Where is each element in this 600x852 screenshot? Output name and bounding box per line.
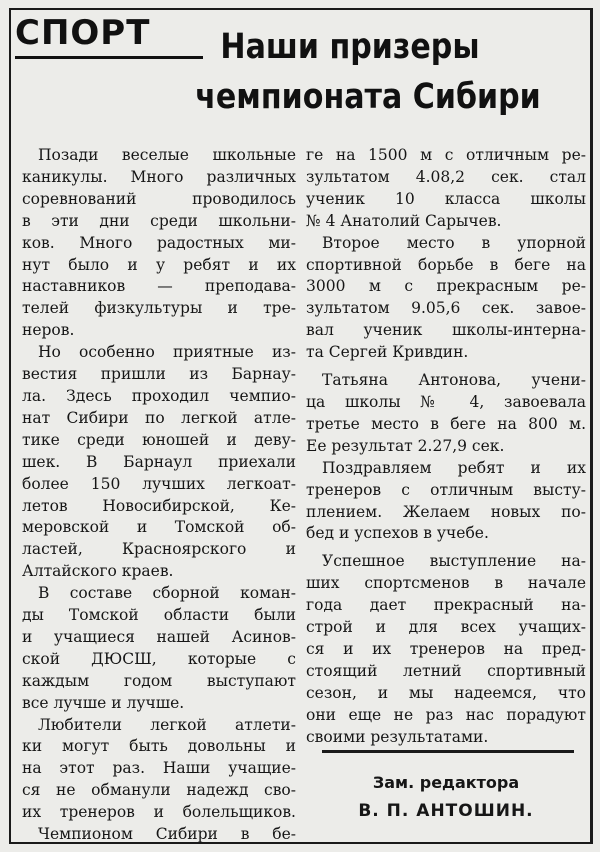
- signature-role: Зам. редактора: [372, 773, 520, 792]
- text-line: № 4 Анатолий Сарычев.: [306, 211, 502, 230]
- headline-line-2: чемпионата Сибири: [195, 77, 541, 117]
- text-line: каждым годом выступают: [22, 671, 296, 690]
- text-line: они еще не раз нас порадуют: [306, 705, 586, 724]
- text-line: ла. Здесь проходил чемпио-: [22, 386, 296, 405]
- text-line: шек. В Барнаул приехали: [22, 452, 296, 471]
- text-line: Второе место в упорной: [322, 233, 586, 252]
- text-line: нат Сибири по легкой атле-: [22, 408, 296, 427]
- text-line: строй и для всех учащих-: [306, 618, 586, 637]
- text-line: зультатом 4.08,2 сек. стал: [306, 167, 586, 186]
- text-line: в эти дни среди школьни-: [22, 211, 296, 230]
- text-line: Татьяна Антонова, учени-: [322, 371, 586, 390]
- rubric-underline: [15, 56, 203, 59]
- text-line: соревнований проводилось: [22, 189, 296, 208]
- text-line: наставников — преподава-: [22, 277, 296, 296]
- text-line: тренеров с отличным высту-: [306, 480, 586, 499]
- text-line: Чемпионом Сибири в бе-: [38, 825, 296, 844]
- text-line: летов Новосибирской, Ке-: [22, 496, 296, 515]
- article-column-left: [22, 145, 296, 846]
- text-line: ших спортсменов в начале: [306, 574, 586, 593]
- text-line: ца школы № 4, завоевала: [306, 392, 586, 411]
- text-line: ды Томской области были: [22, 606, 296, 625]
- text-line: тике среди юношей и деву-: [22, 430, 296, 449]
- text-line: своими результатами.: [306, 727, 489, 746]
- text-line: Но особенно приятные из-: [38, 343, 296, 362]
- text-line: ской ДЮСШ, которые с: [22, 649, 296, 668]
- text-line: неров.: [22, 321, 75, 340]
- text-line: стоящий летний спортивный: [306, 661, 586, 680]
- text-line: 3000 м с прекрасным ре-: [306, 277, 586, 296]
- text-line: та Сергей Кривдин.: [306, 343, 469, 362]
- text-line: Любители легкой атлети-: [38, 715, 296, 734]
- text-line: ков. Много радостных ми-: [22, 233, 296, 252]
- text-line: Алтайского краев.: [22, 562, 174, 581]
- text-line: ки могут быть довольны и: [22, 737, 296, 756]
- section-rubric: СПОРТ: [15, 13, 151, 53]
- signature-divider: [322, 750, 574, 753]
- text-line: нут было и у ребят и их: [22, 255, 296, 274]
- signature-name: В. П. АНТОШИН.: [358, 801, 534, 821]
- article-headline: [195, 22, 541, 122]
- text-line: Позади веселые школьные: [38, 146, 296, 164]
- text-line: ластей, Красноярского и: [22, 540, 296, 559]
- text-line: Поздравляем ребят и их: [322, 458, 586, 477]
- article-column-right: [306, 145, 586, 748]
- text-line: каникулы. Много различных: [22, 167, 296, 186]
- text-line: более 150 лучших легкоат-: [22, 474, 296, 493]
- text-line: третье место в беге на 800 м.: [306, 414, 586, 433]
- text-line: зультатом 9.05,6 сек. завое-: [306, 299, 586, 318]
- text-line: вал ученик школы-интерна-: [306, 321, 586, 340]
- text-line: ся и их тренеров на пред-: [306, 639, 586, 658]
- text-line: вестия пришли из Барнау-: [22, 365, 296, 384]
- text-line: года дает прекрасный на-: [306, 596, 586, 615]
- signature-block: [306, 770, 586, 826]
- text-line: их тренеров и болельщиков.: [22, 803, 296, 822]
- text-line: и учащиеся нашей Асинов-: [22, 627, 296, 646]
- text-line: ге на 1500 м с отличным ре-: [306, 146, 586, 164]
- text-line: Успешное выступление на-: [322, 552, 586, 571]
- text-line: спортивной борьбе в беге на: [306, 255, 586, 274]
- text-line: ученик 10 класса школы: [306, 189, 586, 208]
- text-line: телей физкультуры и тре-: [22, 299, 296, 318]
- text-line: ся не обманули надежд сво-: [22, 781, 296, 800]
- text-line: меровской и Томской об-: [22, 518, 296, 537]
- headline-line-1: Наши призеры: [220, 27, 480, 67]
- text-line: плением. Желаем новых по-: [306, 502, 586, 521]
- text-line: Ее результат 2.27,9 сек.: [306, 436, 505, 455]
- text-line: бед и успехов в учебе.: [306, 524, 489, 543]
- text-line: все лучше и лучше.: [22, 693, 185, 712]
- text-line: сезон, и мы надеемся, что: [306, 683, 586, 702]
- text-line: на этот раз. Наши учащие-: [22, 759, 296, 778]
- text-line: В составе сборной коман-: [38, 584, 296, 603]
